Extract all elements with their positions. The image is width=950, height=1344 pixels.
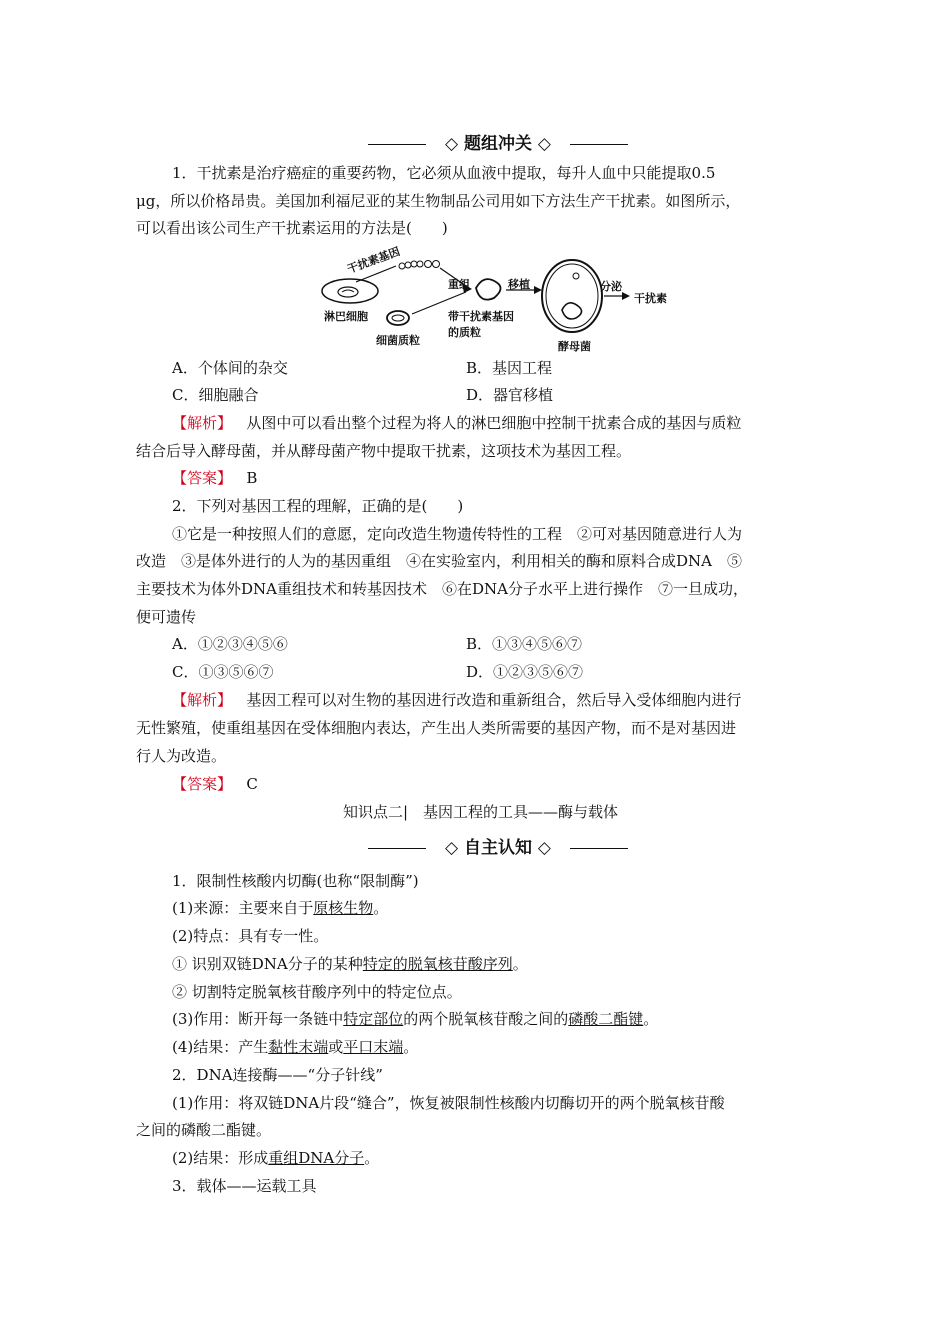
k-title-3: 3．载体——运载工具 xyxy=(172,1177,317,1195)
k-function: (3)作用：断开每一条链中特定部位的两个脱氧核苷酸之间的磷酸二酯键。 xyxy=(172,1010,659,1028)
q2-answer-line xyxy=(172,773,258,795)
label-lymph-cell: 淋巴细胞 xyxy=(324,310,368,323)
k-feature: (2)特点：具有专一性。 xyxy=(172,927,329,945)
label-recombinant-plasmid-1: 带干扰素基因 xyxy=(448,310,514,323)
label-interferon: 干扰素 xyxy=(634,292,667,305)
k-ligase-function-line2: 之间的磷酸二酯键。 xyxy=(136,1121,272,1139)
k-ligase-function-line1: (1)作用：将双链DNA片段“缝合”，恢复被限制性核酸内切酶切开的两个脱氧核苷酸 xyxy=(172,1094,725,1112)
k-function-underlined-2: 磷酸二酯键 xyxy=(568,1010,644,1028)
q2-answer: C xyxy=(246,775,258,793)
q2-option-b: B．①③④⑤⑥⑦ xyxy=(466,635,583,653)
q2-analysis-text1: 基因工程可以对生物的基因进行改造和重新组合，然后导入受体细胞内进行 xyxy=(246,691,742,709)
label-recombine: 重组 xyxy=(448,278,470,291)
q1-option-c: C．细胞融合 xyxy=(172,386,259,404)
plasmid-shape xyxy=(387,311,409,325)
recombinant-plasmid-shape xyxy=(476,279,501,300)
interferon-production-diagram xyxy=(318,246,698,356)
q1-option-b: B．基因工程 xyxy=(466,359,553,377)
q2-analysis-line3: 行人为改造。 xyxy=(136,747,227,765)
q1-stem-line1: 1．干扰素是治疗癌症的重要药物，它必须从血液中提取，每升人血中只能提取0.5 xyxy=(172,164,716,182)
q2-stem: 2．下列对基因工程的理解，正确的是( ) xyxy=(172,497,464,515)
lymph-cell-shape xyxy=(322,279,378,303)
k-result-underlined-2: 平口末端 xyxy=(343,1038,404,1056)
k-feature-2: ② 切割特定脱氧核苷酸序列中的特定位点。 xyxy=(172,983,462,1001)
k-feature-1: ① 识别双链DNA分子的某种特定的脱氧核苷酸序列。 xyxy=(172,955,528,973)
k-function-underlined-1: 特定部位 xyxy=(343,1010,404,1028)
k-title-1: 1．限制性核酸内切酶(也称“限制酶”) xyxy=(172,872,419,890)
q1-answer-line xyxy=(172,467,257,489)
q2-answer-tag: 【答案】 xyxy=(172,775,233,793)
k-title-2: 2．DNA连接酶——“分子针线” xyxy=(172,1066,383,1084)
q1-stem-line2: μg，所以价格昂贵。美国加利福尼亚的某生物制品公司用如下方法生产干扰素。如图所示， xyxy=(136,192,741,210)
q1-answer: B xyxy=(246,469,258,487)
q1-option-d: D．器官移植 xyxy=(466,386,554,404)
q2-analysis-line2: 无性繁殖，使重组基因在受体细胞内表达，产生出人类所需要的基因产物，而不是对基因进 xyxy=(136,719,737,737)
q2-option-d: D．①②③⑤⑥⑦ xyxy=(466,663,584,681)
label-plasmid: 细菌质粒 xyxy=(376,334,420,347)
q1-analysis-tag: 【解析】 xyxy=(172,414,233,432)
k-result-underlined-1: 黏性末端 xyxy=(268,1038,329,1056)
k-source: (1)来源：主要来自于原核生物。 xyxy=(172,899,389,917)
q1-stem-line3: 可以看出该公司生产干扰素运用的方法是( ) xyxy=(136,219,448,237)
q2-item-line1: ①它是一种按照人们的意愿，定向改造生物遗传特性的工程 ②可对基因随意进行人为 xyxy=(172,525,743,543)
label-yeast: 酵母菌 xyxy=(558,340,591,353)
section-banner-self-study: ◇ 自主认知 ◇ xyxy=(368,836,628,860)
k-ligase-result: (2)结果：形成重组DNA分子。 xyxy=(172,1149,380,1167)
label-transplant: 移植 xyxy=(508,278,530,291)
k-feature-1-underlined: 特定的脱氧核苷酸序列 xyxy=(362,955,513,973)
q1-analysis-line2: 结合后导入酵母菌，并从酵母菌产物中提取干扰素，这项技术为基因工程。 xyxy=(136,442,632,460)
q2-option-a: A．①②③④⑤⑥ xyxy=(172,635,288,653)
q1-answer-tag: 【答案】 xyxy=(172,469,233,487)
label-gene: 干扰素基因 xyxy=(345,244,402,276)
label-secrete: 分泌 xyxy=(600,280,622,293)
yeast-shape xyxy=(542,260,602,332)
section-heading: 知识点二| 基因工程的工具——酶与载体 xyxy=(343,803,619,821)
q2-option-c: C．①③⑤⑥⑦ xyxy=(172,663,274,681)
q1-analysis-text1: 从图中可以看出整个过程为将人的淋巴细胞中控制干扰素合成的基因与质粒 xyxy=(246,414,742,432)
q2-item-line3: 主要技术为体外DNA重组技术和转基因技术 ⑥在DNA分子水平上进行操作 ⑦一旦成功， xyxy=(136,580,748,598)
q2-analysis-line1 xyxy=(172,689,741,711)
label-recombinant-plasmid-2: 的质粒 xyxy=(448,326,481,339)
k-result: (4)结果：产生黏性末端或平口末端。 xyxy=(172,1038,419,1056)
q2-analysis-tag: 【解析】 xyxy=(172,691,233,709)
k-ligase-result-underlined: 重组DNA分子 xyxy=(268,1149,365,1167)
q1-option-a: A．个体间的杂交 xyxy=(172,359,288,377)
q2-item-line4: 便可遗传 xyxy=(136,608,197,626)
q1-analysis-line1 xyxy=(172,412,741,434)
section-banner-practice: ◇ 题组冲关 ◇ xyxy=(368,132,628,156)
k-source-underlined: 原核生物 xyxy=(313,899,374,917)
q2-item-line2: 改造 ③是体外进行的人为的基因重组 ④在实验室内，利用相关的酶和原料合成DNA ⑤ xyxy=(136,552,742,570)
